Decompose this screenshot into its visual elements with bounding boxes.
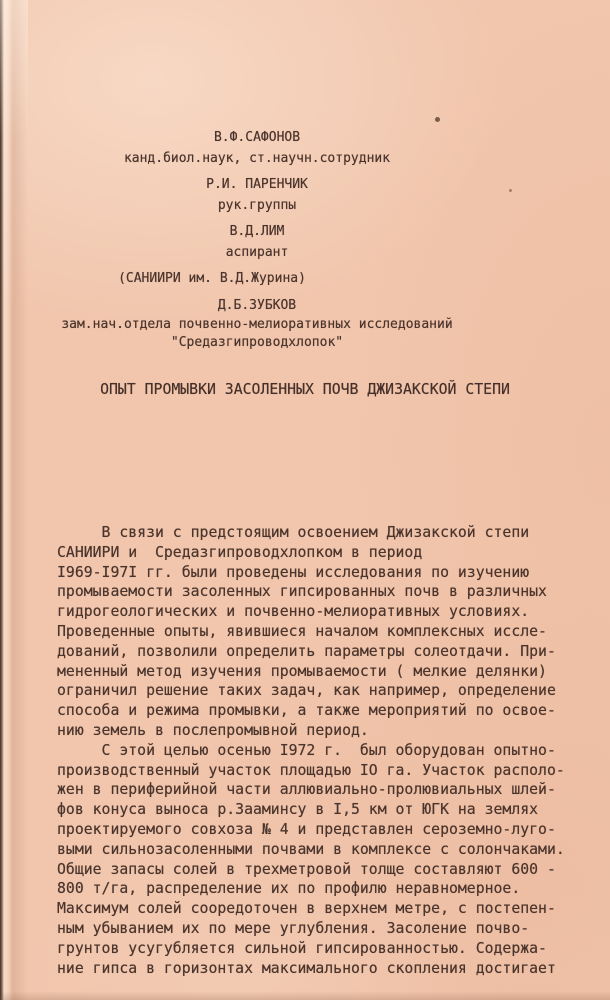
author-entry: [0, 174, 514, 216]
body-text-line: Максимум солей сооредоточен в верхнем метре, с постепен-: [57, 900, 556, 918]
body-text-line: способа и режима промывки, а также мероприятий по освое-: [57, 702, 556, 720]
authors-list: [0, 127, 514, 263]
author-name: В.Ф.САФОНОВ: [213, 130, 301, 145]
body-text-line: I969-I97I гг. были проведены исследования по изучению: [57, 563, 530, 581]
body-text-line: нию земель в послепромывной период.: [57, 721, 369, 739]
body-text-line: проектируемого совхоза № 4 и представлен сероземно-луго-: [57, 820, 556, 838]
author-name: Д.Б.ЗУБКОВ: [217, 298, 297, 313]
body-text-line: Общие запасы солей в трехметровой толще составляют 600 -: [57, 860, 556, 878]
body-text-line: производственный участок площадью IO га. Участок располо-: [57, 761, 565, 779]
author-entry: [0, 221, 514, 263]
body-lines: [57, 464, 565, 979]
author-name: Р.И. ПАРЕНЧИК: [206, 177, 308, 192]
author-entry: [0, 296, 514, 352]
author-organization: "Средазгипроводхлопок": [170, 335, 344, 350]
affiliation-line: (САНИИРИ им. В.Д.Журина): [118, 271, 306, 286]
author-role: канд.биол.наук, ст.научн.сотрудник: [123, 151, 391, 166]
author-name: В.Д.ЛИМ: [229, 224, 285, 239]
author-role: зам.нач.отдела почвенно-мелиоративных исследований: [61, 317, 453, 332]
paper-speck: [435, 117, 440, 122]
body-text-line: ограничил решение таких задач, как например, определение: [57, 682, 556, 700]
body-text-line: грунтов усугубляется сильной гипсированностью. Содержа-: [57, 939, 547, 957]
body-text-line: ным убыванием их по мере углубления. Засоление почво-: [57, 919, 530, 937]
body-text-line: гидрогеологических и почвенно-мелиоративных условиях.: [57, 603, 530, 621]
body-text-line: САНИИРИ и Средазгипроводхлопком в период: [57, 543, 423, 561]
body-text-line: Проведенные опыты, явившиеся началом комплексных иссле-: [57, 622, 547, 640]
author-entry: [0, 127, 514, 169]
document-body: [57, 424, 565, 1000]
author-role: аспирант: [225, 245, 289, 260]
body-text-line: С этой целью осенью I972 г. был оборудован опытно-: [57, 741, 556, 759]
body-text-line: дований, позволили определить параметры солеотдачи. При-: [57, 642, 556, 660]
author-role: рук.группы: [217, 198, 297, 213]
document-title: ОПЫТ ПРОМЫВКИ ЗАСОЛЕННЫХ ПОЧВ ДЖИЗАКСКОЙ СТЕПИ: [100, 381, 510, 398]
body-text-line: 800 т/га, распределение их по профилю неравномерное.: [57, 880, 521, 898]
body-text-line: мененный метод изучения промываемости ( мелкие делянки): [57, 662, 547, 680]
body-text-line: В связи с предстоящим освоением Джизакской степи: [57, 523, 530, 541]
body-text-line: выми сильнозасоленными почвами в комплексе с солончаками.: [57, 840, 565, 858]
body-text-line: фов конуса выноса р.Зааминсу в I,5 км от ЮГК на землях: [57, 801, 539, 819]
body-text-line: жен в периферийной части аллювиально-пролювиальных шлей-: [57, 781, 556, 799]
body-text-line: промываемости засоленных гипсированных почв в различных: [57, 583, 547, 601]
body-text-line: ние гипса в горизонтах максимального скопления достигает: [57, 959, 556, 977]
authors-block: [0, 127, 514, 357]
